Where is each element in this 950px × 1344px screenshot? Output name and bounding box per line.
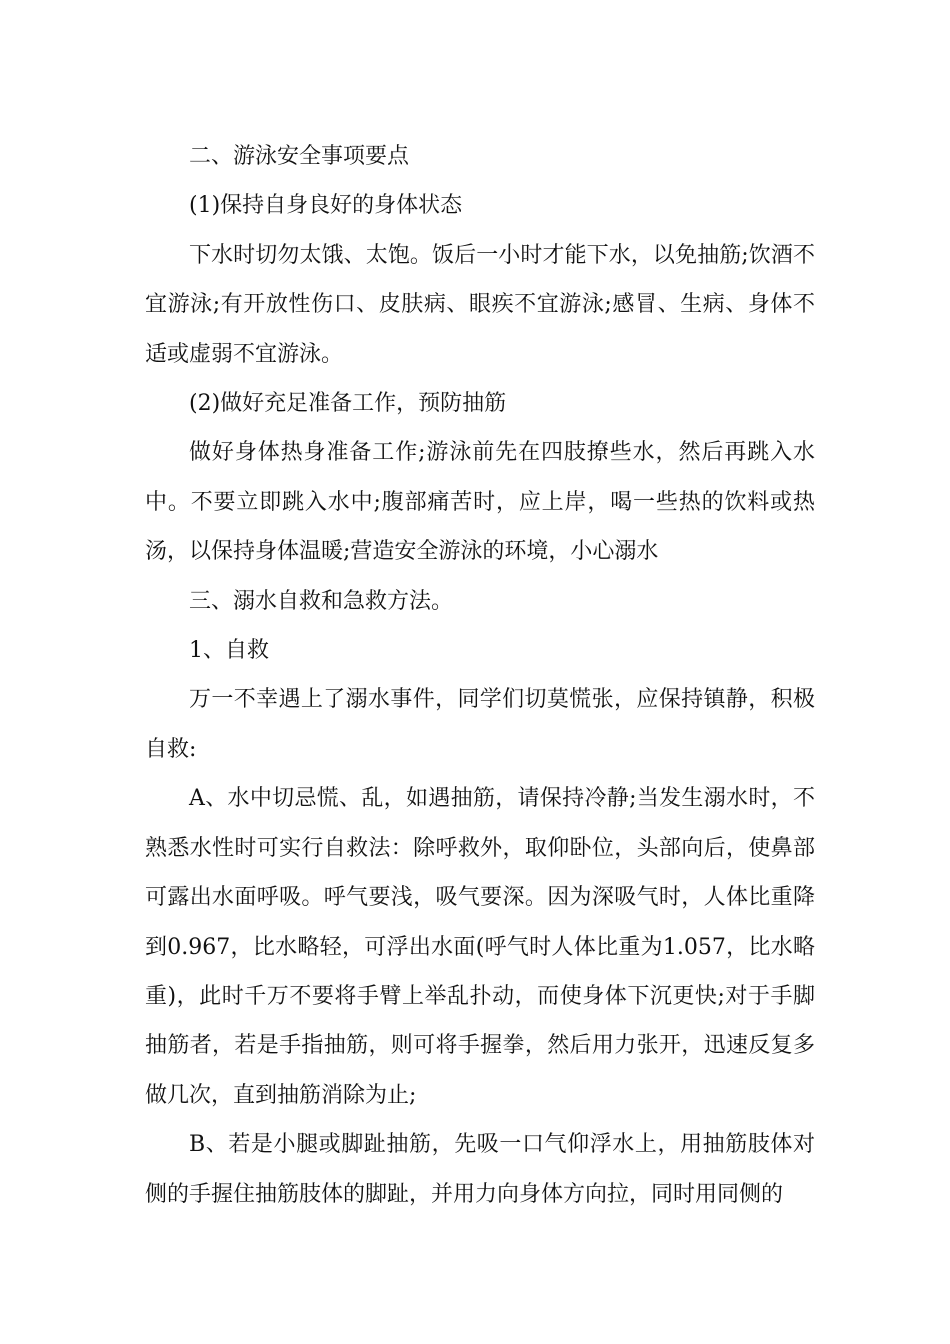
paragraph-preparation: 做好身体热身准备工作;游泳前先在四肢撩些水，然后再跳入水中。不要立即跳入水中;腹部痛苦时，应上岸，喝一些热的饮料或热汤，以保持身体温暖;营造安全游泳的环境，小心溺水: [145, 440, 815, 565]
subheading-preparation: (2)做好充足准备工作，预防抽筋: [189, 391, 507, 417]
subheading-self-rescue: 1、自救: [189, 638, 269, 664]
paragraph-item-a: A、水中切忌慌、乱，如遇抽筋，请保持冷静;当发生溺水时，不熟悉水性时可实行自救法：除呼救外，取仰卧位，头部向后，使鼻部可露出水面呼吸。呼气要浅，吸气要深。因为深吸气时，人体比重降到0.967，比水略轻，可浮出水面(呼气时人体比重为1.057，比水略重)，此时千万不要将手臂上举乱扑动，而使身体下沉更快;对于手脚抽筋者，若是手指抽筋，则可将手握拳，然后用力张开，迅速反复多做几次，直到抽筋消除为止;: [145, 786, 815, 1108]
paragraph-stay-calm: 万一不幸遇上了溺水事件，同学们切莫慌张，应保持镇静，积极自救:: [145, 687, 815, 762]
document-body: [145, 132, 815, 1219]
section-heading-swimming-safety: 二、游泳安全事项要点: [189, 144, 410, 169]
section-heading-drowning-rescue: 三、溺水自救和急救方法。: [189, 588, 454, 614]
paragraph-body-condition: 下水时切勿太饿、太饱。饭后一小时才能下水，以免抽筋;饮酒不宜游泳;有开放性伤口、皮肤病、眼疾不宜游泳;感冒、生病、身体不适或虚弱不宜游泳。: [145, 242, 815, 367]
paragraph-item-b: B、若是小腿或脚趾抽筋，先吸一口气仰浮水上，用抽筋肢体对侧的手握住抽筋肢体的脚趾，并用力向身体方向拉，同时用同侧的: [145, 1132, 815, 1207]
subheading-body-condition: (1)保持自身良好的身体状态: [189, 193, 463, 219]
